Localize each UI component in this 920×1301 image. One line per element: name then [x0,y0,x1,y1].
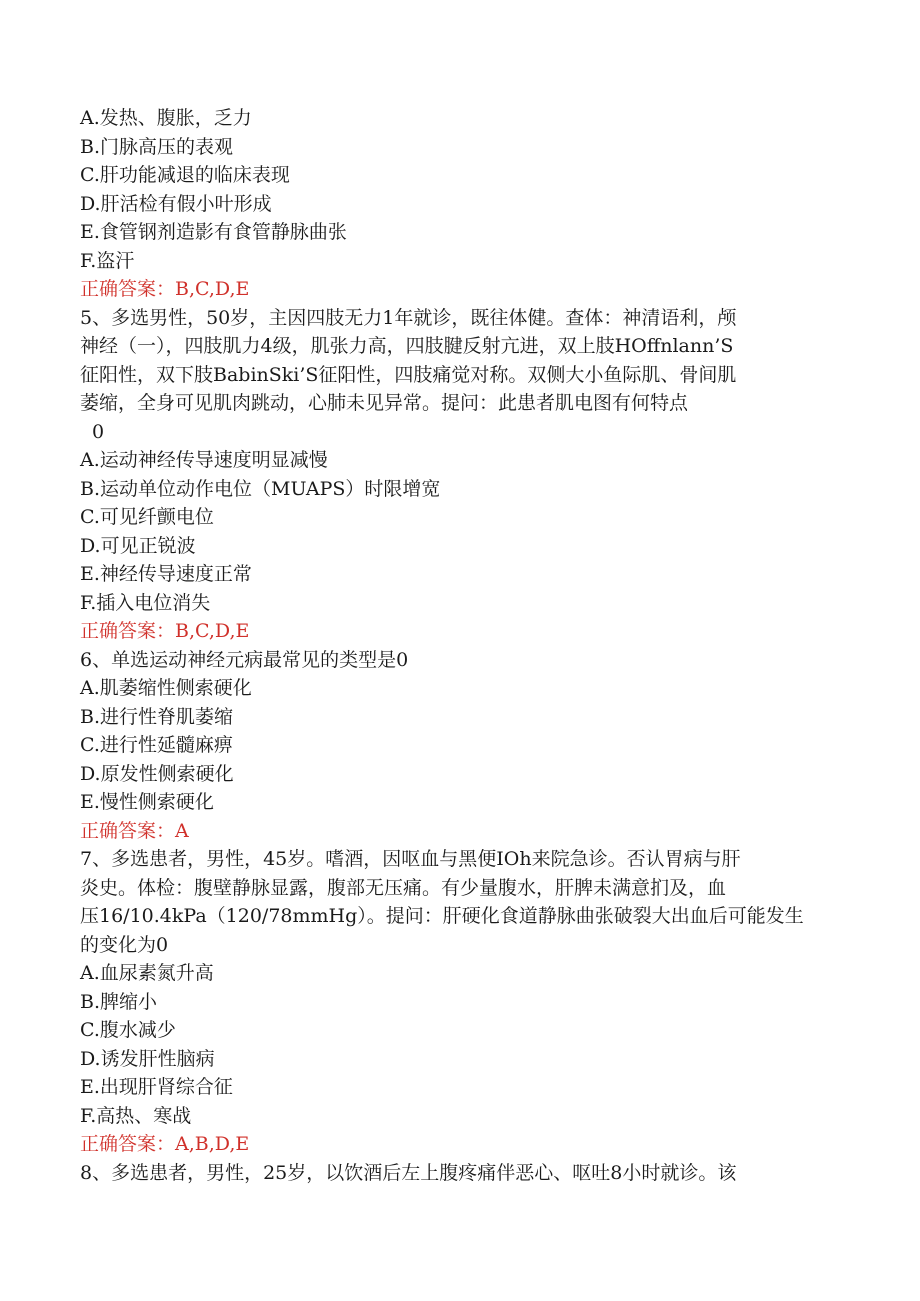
q5-stem-line: 5、多选男性，50岁，主因四肢无力1年就诊，既往体健。查体：神清语利，颅 [80,306,737,329]
q5-question [80,304,850,646]
q5-option-c: C.可见纤颤电位 [80,506,214,528]
q7-option-b: B.脾缩小 [80,990,158,1013]
q7-option-e: E.出现肝肾综合征 [80,1076,233,1098]
q5-option-f: F.插入电位消失 [80,591,211,614]
q5-stem-line: 萎缩，全身可见肌肉跳动，心肺未见异常。提问：此患者肌电图有何特点 [80,392,689,414]
q4-option-e: E.食管钢剂造影有食管静脉曲张 [80,221,347,243]
q7-stem-line: 的变化为0 [80,933,169,956]
q4-option-c: C.肝功能减退的临床表现 [80,164,290,186]
q5-answer: 正确答案：B,C,D,E [80,620,250,642]
q7-option-c: C.腹水减少 [80,1019,176,1041]
q6-option-c: C.进行性延髓麻痹 [80,734,233,756]
q7-option-f: F.高热、寒战 [80,1104,192,1127]
q4-option-a: A.发热、腹胀，乏力 [80,107,252,129]
q5-stem-line: 神经（一），四肢肌力4级，肌张力高，四肢腱反射亢进，双上肢HOffnlann’S [80,335,734,357]
q6-option-a: A.肌萎缩性侧索硬化 [80,677,252,699]
q6-question [80,646,850,846]
q5-option-d: D.可见正锐波 [80,534,196,557]
q6-option-b: B.进行性脊肌萎缩 [80,705,234,728]
q4-option-d: D.肝活检有假小叶形成 [80,192,272,215]
q7-answer: 正确答案：A,B,D,E [80,1133,250,1155]
q7-question [80,845,850,1159]
q7-stem-line: 炎史。体检：腹壁静脉显露，腹部无压痛。有少量腹水，肝脾未满意扪及，血 [80,876,727,899]
q4-answer: 正确答案：B,C,D,E [80,278,250,300]
q7-stem-line: 7、多选患者，男性，45岁。嗜酒，因呕血与黑便IOh来院急诊。否认胃病与肝 [80,848,741,870]
q7-option-d: D.诱发肝性脑病 [80,1047,215,1070]
q5-option-e: E.神经传导速度正常 [80,563,252,585]
q5-option-a: A.运动神经传导速度明显减慢 [80,449,328,471]
q4-option-f: F.盗汗 [80,249,135,272]
q6-option-d: D.原发性侧索硬化 [80,762,234,785]
q4-options [80,104,850,275]
q6-answer: 正确答案：A [80,819,189,842]
q6-option-e: E.慢性侧索硬化 [80,791,214,813]
q8-stem-line: 8、多选患者，男性，25岁，以饮酒后左上腹疼痛伴恶心、呕吐8小时就诊。该 [80,1161,737,1184]
q6-stem: 6、单选运动神经元病最常见的类型是0 [80,648,409,671]
q7-stem-line: 压16/10.4kPa（120/78mmHg）。提问：肝硬化食道静脉曲张破裂大出血后可能发生 [80,905,804,927]
document-body [80,104,850,1187]
q5-stem-line: 征阳性，双下肢BabinSki’S征阳性，四肢痛觉对称。双侧大小鱼际肌、骨间肌 [80,363,737,386]
q5-stem-tail: 0 [92,420,105,443]
q5-option-b: B.运动单位动作电位（MUAPS）时限增宽 [80,477,441,500]
q8-question [80,1159,850,1188]
q7-option-a: A.血尿素氮升高 [80,962,214,984]
q4-option-b: B.门脉高压的表观 [80,135,234,158]
